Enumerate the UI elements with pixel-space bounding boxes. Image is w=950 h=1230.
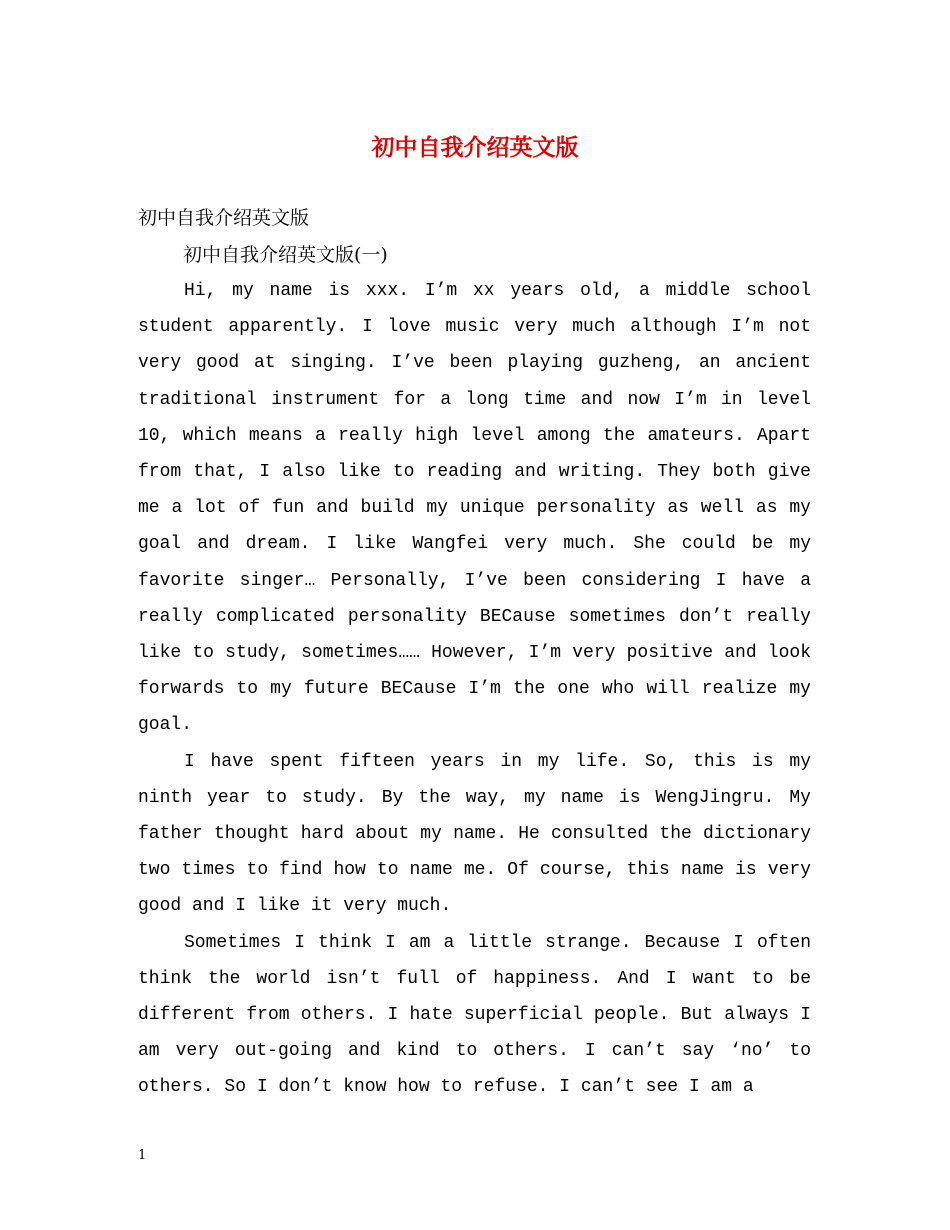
page-number: 1 [138,1148,147,1163]
paragraph-3: Sometimes I think I am a little strange. Because I often think the world isn’t full of happiness. And I want to be different from others. I hate superficial people. But always I am very out-going and kind to others. I can’t say ‘no’ to others. So I don’t know how to refuse. I can’t see I am a [138,932,811,1098]
paragraph-2: I have spent fifteen years in my life. So, this is my ninth year to study. By the way, my name is WengJingru. My father thought hard about my name. He consulted the dictionary two times to find how to name me. Of course, this name is very good and I like it very much. [138,751,811,917]
paragraph-1: Hi, my name is xxx. I’m xx years old, a middle school student apparently. I love music very much although I’m not very good at singing. I’ve been playing guzheng, an ancient traditional instrument for a long time and now I’m in level 10, which means a really high level among the amateurs. Apart from that, I also like to reading and writing. They both give me a lot of fun and build my unique personality as well as my goal and dream. I like Wangfei very much. She could be my favorite singer… Personally, I’ve been considering I have a really complicated personality BECause sometimes don’t really like to study, sometimes…… However, I’m very positive and look forwards to my future BECause I’m the one who will realize my goal. [138,281,811,736]
document-body [138,273,811,1106]
document-title: 初中自我介绍英文版 [371,134,579,161]
section-heading: 初中自我介绍英文版 [138,207,310,229]
section-subheading: 初中自我介绍英文版(一) [183,244,388,266]
